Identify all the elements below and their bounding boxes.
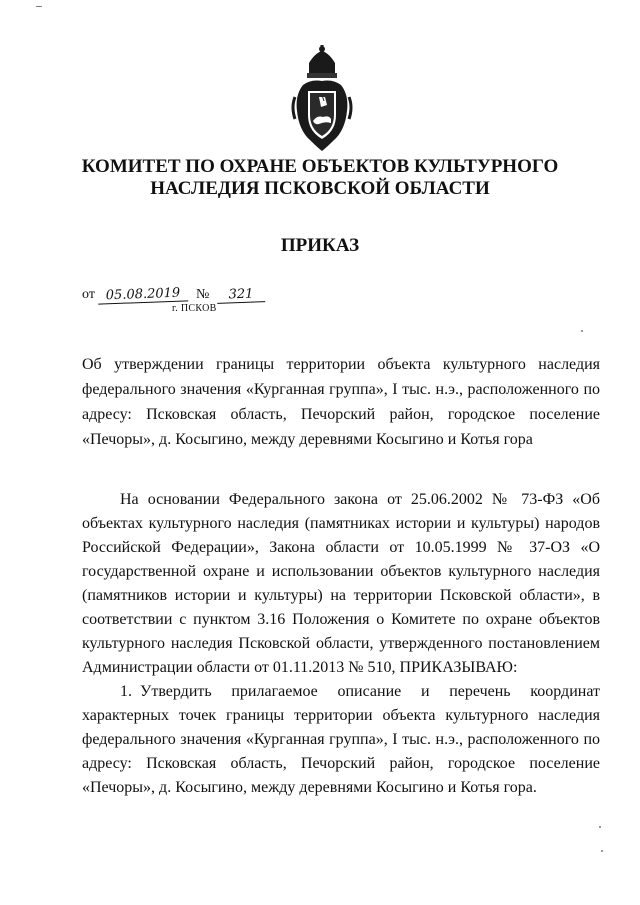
- order-number: 321: [217, 286, 266, 304]
- scan-speck: [601, 850, 603, 852]
- organization-title: [0, 156, 640, 200]
- order-item-1: [82, 680, 600, 800]
- order-preamble: На основании Федерального закона от 25.06.2002 № 73-ФЗ «Об объектах культурного наследия (памятниках истории и культуры) народов Российской Федерации», Закона области от 10.05.1999 № 37-ОЗ «О государственной охране и использовании объектов культурного наследия (памятников истории и культуры) на территории Псковской области», в соответствии с пунктом 3.16 Положения о Комитете по охране объектов культурного наследия Псковской области, утвержденного постановлением Администрации области от 01.11.2013 № 510, ПРИКАЗЫВАЮ:: [82, 491, 600, 676]
- order-details: [82, 287, 265, 303]
- scan-speck: [599, 826, 601, 828]
- scan-speck: [36, 6, 42, 7]
- order-from-label: от: [82, 287, 95, 302]
- order-number-label: №: [195, 287, 210, 302]
- organization-title-line1: КОМИТЕТ ПО ОХРАНЕ ОБЪЕКТОВ КУЛЬТУРНОГО: [81, 156, 559, 177]
- document-type: ПРИКАЗ: [280, 235, 360, 256]
- order-city: г. ПСКОВ: [172, 303, 217, 314]
- pskov-coat-of-arms-icon: [289, 45, 355, 153]
- order-body: [82, 488, 600, 800]
- order-item-1-number: 1.: [120, 683, 132, 700]
- order-item-1-text: Утвердить прилагаемое описание и перечень координат характерных точек границы территории объекта культурного наследия федерального значения «Курганная группа», I тыс. н.э., расположенного по адресу: Псковская область, Печорский район, городское поселение «Печоры», д. Косыгино, между деревнями Косыгино и Котья гора.: [82, 683, 600, 796]
- order-date: 05.08.2019: [98, 285, 189, 304]
- organization-title-line2: НАСЛЕДИЯ ПСКОВСКОЙ ОБЛАСТИ: [150, 178, 490, 199]
- order-subject: Об утверждении границы территории объекта культурного наследия федерального значения «Курганная группа», I тыс. н.э., расположенного по адресу: Псковская область, Печорский район, городское поселение «Печоры», д. Косыгино, между деревнями Косыгино и Котья гора: [82, 356, 600, 448]
- scan-speck: [581, 330, 583, 332]
